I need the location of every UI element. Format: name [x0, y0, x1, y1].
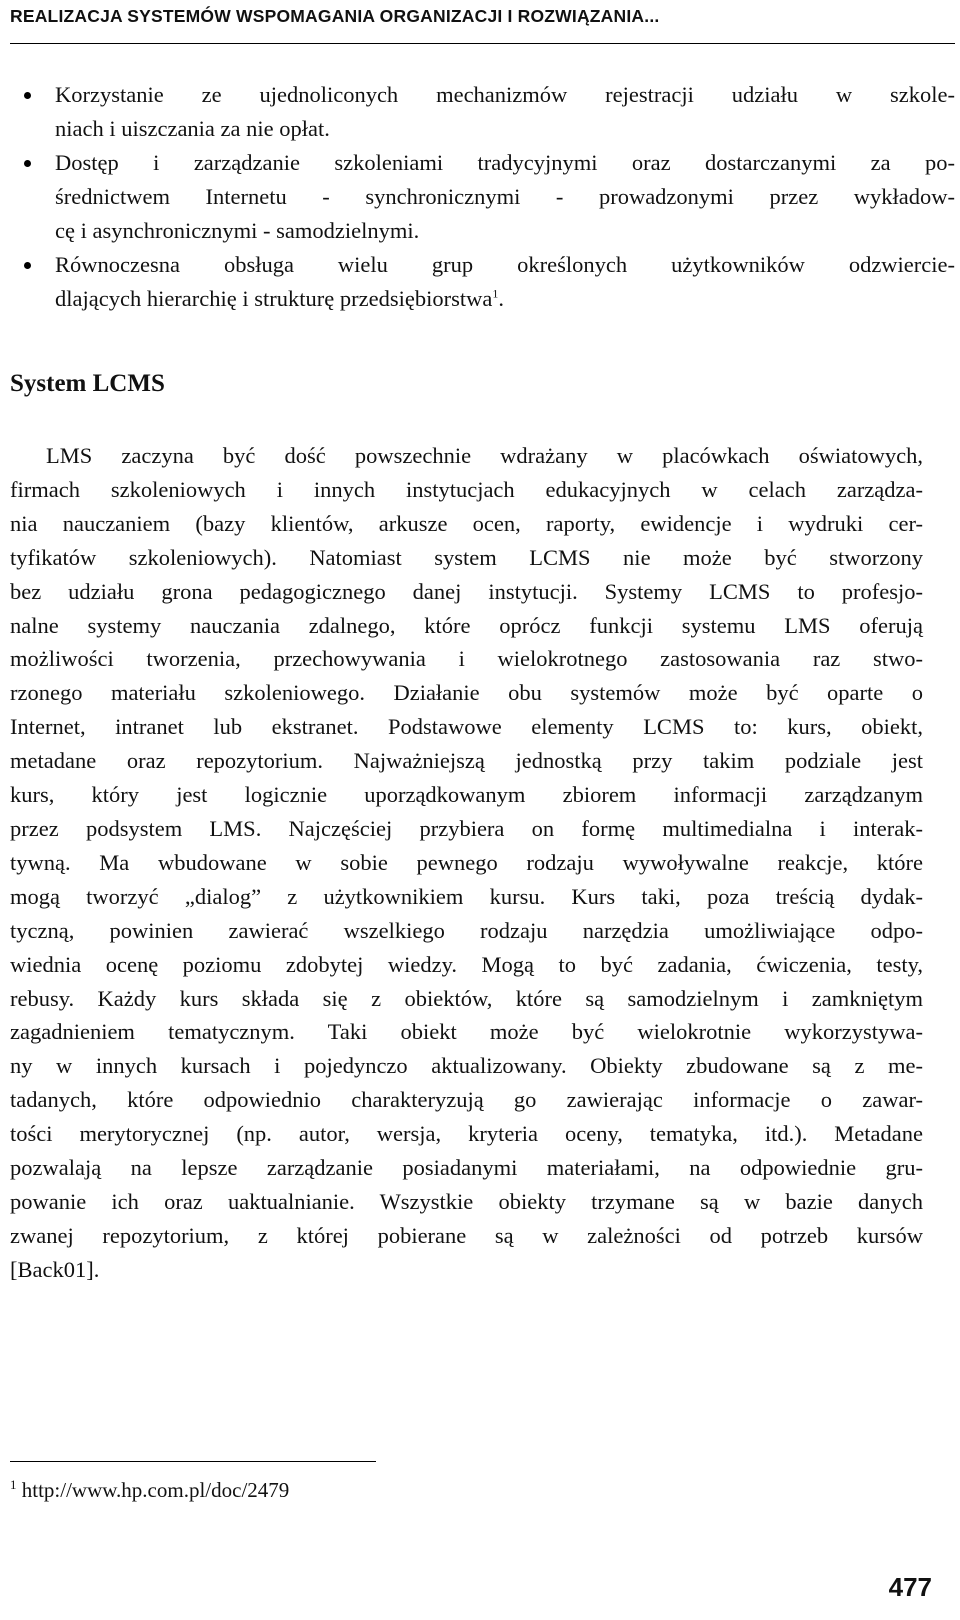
body-line: metadane oraz repozytorium. Najważniejszą jednostką przy takim podziale jest: [10, 748, 923, 774]
page-number: 477: [888, 1572, 932, 1602]
header-rule: [10, 43, 955, 44]
body-line: możliwości tworzenia, przechowywania i wielokrotnego zastosowania raz stwo-: [10, 646, 923, 672]
body-line: ny w innych kursach i pojedynczo aktualizowany. Obiekty zbudowane są z me-: [10, 1053, 923, 1079]
bullet-line-text: dlających hierarchię i strukturę przedsiębiorstwa: [55, 286, 493, 311]
body-line: zwanej repozytorium, z której pobierane są w zależności od potrzeb kursów: [10, 1222, 923, 1248]
body-line: rebusy. Każdy kurs składa się z obiektów, które są samodzielnym i zamkniętym: [10, 985, 923, 1011]
bullet-icon: [24, 160, 31, 167]
body-line: mogą tworzyć „dialog” z użytkownikiem kursu. Kurs taki, poza treścią dydak-: [10, 883, 923, 909]
body-line: nalne systemy nauczania zdalnego, które oprócz funkcji systemu LMS oferują: [10, 612, 923, 638]
body-line: Internet, intranet lub ekstranet. Podstawowe elementy LCMS to: kurs, obiekt,: [10, 714, 923, 740]
bullet-list: [10, 78, 955, 316]
bullet-line: niach i uiszczania za nie opłat.: [55, 116, 330, 141]
running-head: REALIZACJA SYSTEMÓW WSPOMAGANIA ORGANIZACJI I ROZWIĄZANIA...: [10, 6, 660, 26]
body-line: wiednia ocenę poziomu zdobytej wiedzy. Mogą to być zadania, ćwiczenia, testy,: [10, 951, 923, 977]
bullet-line: średnictwem Internetu - synchronicznymi - prowadzonymi przez wykładow-: [55, 184, 955, 209]
footnote: [10, 1478, 289, 1503]
body-line: LMS zaczyna być dość powszechnie wdrażany w placówkach oświatowych,: [46, 443, 923, 468]
body-line: zagadnieniem tematycznym. Taki obiekt może być wielokrotnie wykorzystywa-: [10, 1019, 923, 1045]
bullet-item: [10, 248, 955, 316]
bullet-item: [10, 146, 955, 248]
body-line: tyfikatów szkoleniowych). Natomiast system LCMS nie może być stworzony: [10, 544, 923, 570]
bullet-item: [10, 78, 955, 146]
body-line: przez podsystem LMS. Najczęściej przybiera on formę multimedialna i interak-: [10, 815, 923, 841]
body-line: nia nauczaniem (bazy klientów, arkusze ocen, raporty, ewidencje i wydruki cer-: [10, 510, 923, 536]
bullet-line: Dostęp i zarządzanie szkoleniami tradycyjnymi oraz dostarczanymi za po-: [55, 150, 955, 175]
section-heading: System LCMS: [10, 370, 165, 397]
body-line: bez udziału grona pedagogicznego danej instytucji. Systemy LCMS to profesjo-: [10, 578, 923, 604]
bullet-line: Korzystanie ze ujednoliconych mechanizmów rejestracji udziału w szkole-: [55, 82, 955, 107]
bullet-line: cę i asynchronicznymi - samodzielnymi.: [55, 218, 420, 243]
footnote-reference[interactable]: 1: [492, 286, 499, 301]
footnote-number: 1: [10, 1477, 17, 1492]
bullet-icon: [24, 92, 31, 99]
body-line: [Back01].: [10, 1256, 100, 1282]
body-line: kurs, który jest logicznie uporządkowanym zbiorem informacji zarządzanym: [10, 782, 923, 808]
body-line: tadanych, które odpowiednio charakteryzują go zawierając informacje o zawar-: [10, 1087, 923, 1113]
bullet-line: Równoczesna obsługa wielu grup określonych użytkowników odzwiercie-: [55, 252, 955, 277]
bullet-icon: [24, 262, 31, 269]
body-line: powanie ich oraz uaktualnianie. Wszystkie obiekty trzymane są w bazie danych: [10, 1188, 923, 1214]
body-line: tywną. Ma wbudowane w sobie pewnego rodzaju wywoływalne reakcje, które: [10, 849, 923, 875]
body-line: pozwalają na lepsze zarządzanie posiadanymi materiałami, na odpowiednie gru-: [10, 1155, 923, 1181]
bullet-line-tail: .: [498, 286, 504, 311]
body-line: tyczną, powinien zawierać wszelkiego rodzaju narzędzia umożliwiające odpo-: [10, 917, 923, 943]
footnote-link[interactable]: http://www.hp.com.pl/doc/2479: [21, 1478, 290, 1502]
bullet-line-last: [55, 282, 955, 316]
footnote-rule: [10, 1461, 376, 1462]
body-line: tości merytorycznej (np. autor, wersja, kryteria oceny, tematyka, itd.). Metadane: [10, 1121, 923, 1147]
body-line: firmach szkoleniowych i innych instytucjach edukacyjnych w celach zarządza-: [10, 476, 923, 502]
body-paragraph: [10, 439, 923, 1287]
body-line: rzonego materiału szkoleniowego. Działanie obu systemów może być oparte o: [10, 680, 923, 706]
